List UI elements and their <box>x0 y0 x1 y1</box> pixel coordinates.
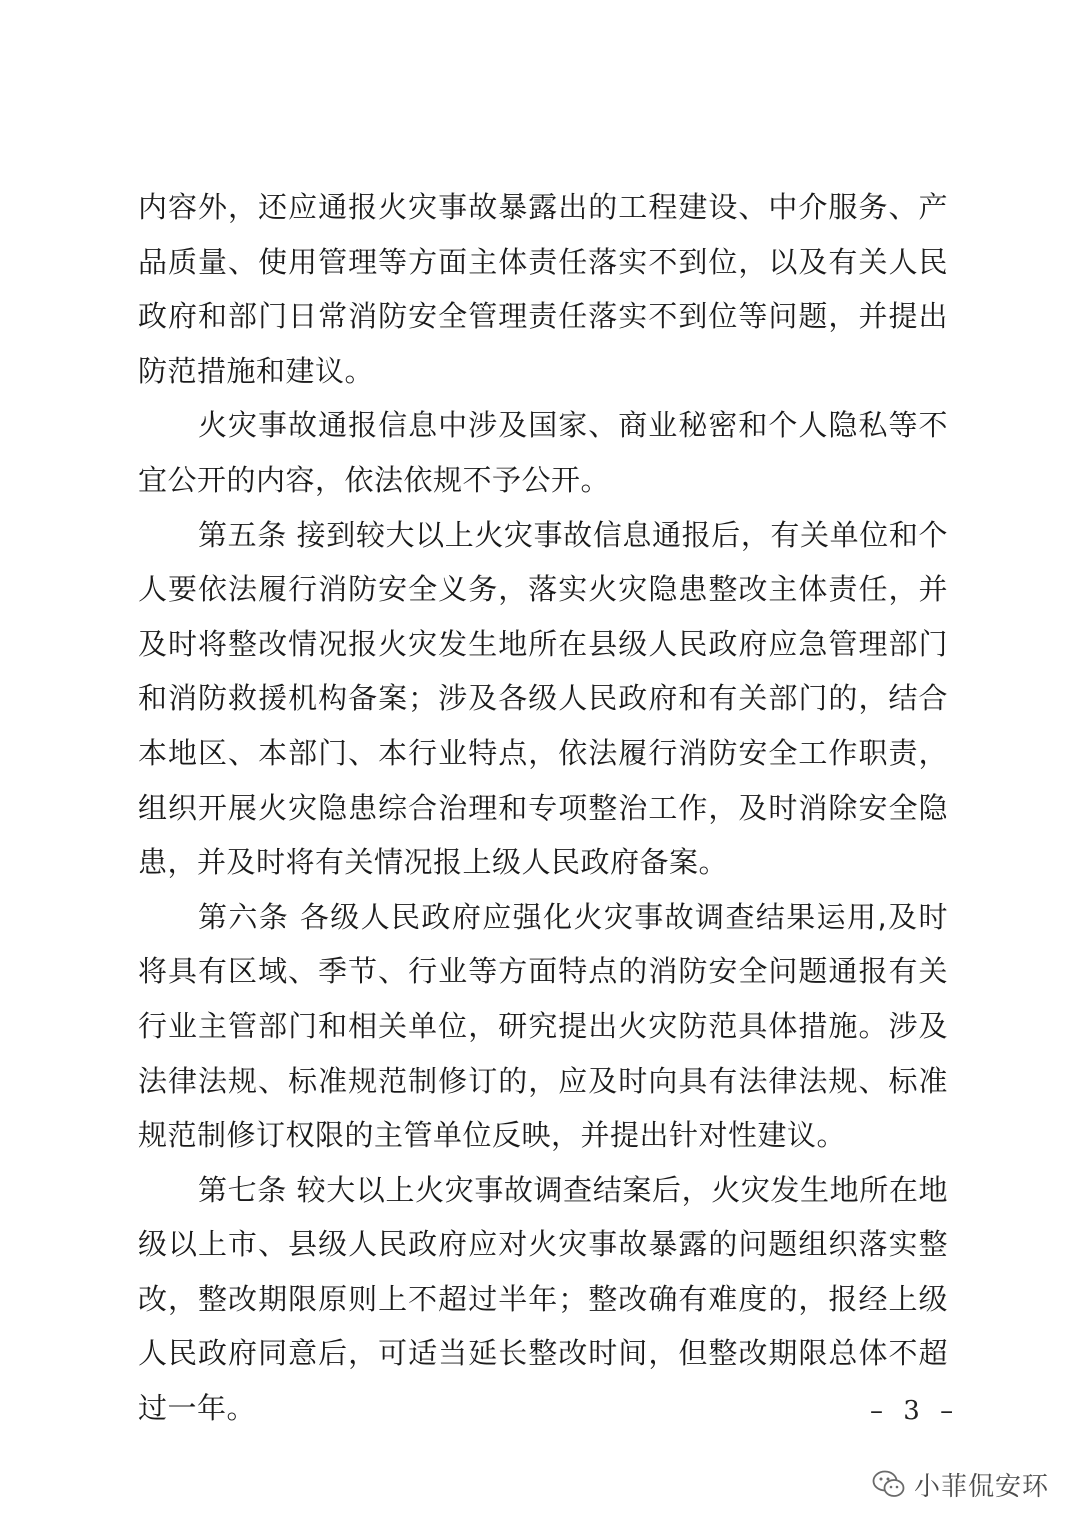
wechat-icon <box>872 1468 906 1500</box>
paragraph-1: 内容外，还应通报火灾事故暴露出的工程建设、中介服务、产品质量、使用管理等方面主体责任落实不到位，以及有关人民政府和部门日常消防安全管理责任落实不到位等问题，并提出防范措施和建议。 <box>138 190 948 388</box>
document-body <box>138 180 948 1436</box>
paragraph-2: 火灾事故通报信息中涉及国家、商业秘密和个人隐私等不宜公开的内容，依法依规不予公开。 <box>138 408 948 497</box>
page-number: – 3 – <box>870 1396 960 1426</box>
paragraph-article-5: 第五条 接到较大以上火灾事故信息通报后，有关单位和个人要依法履行消防安全义务，落实火灾隐患整改主体责任，并及时将整改情况报火灾发生地所在县级人民政府应急管理部门和消防救援机构备案；涉及各级人民政府和有关部门的，结合本地区、本部门、本行业特点，依法履行消防安全工作职责，组织开展火灾隐患综合治理和专项整治工作，及时消除安全隐患，并及时将有关情况报上级人民政府备案。 <box>138 517 948 880</box>
watermark <box>872 1464 1049 1504</box>
paragraph-article-7: 第七条 较大以上火灾事故调查结案后，火灾发生地所在地级以上市、县级人民政府应对火灾事故暴露的问题组织落实整改，整改期限原则上不超过半年；整改确有难度的，报经上级人民政府同意后，可适当延长整改时间，但整改期限总体不超过一年。 <box>138 1172 948 1426</box>
watermark-text: 小菲侃安环 <box>914 1471 1050 1502</box>
paragraph-article-6: 第六条 各级人民政府应强化火灾事故调查结果运用,及时将具有区域、季节、行业等方面特点的消防安全问题通报有关行业主管部门和相关单位，研究提出火灾防范具体措施。涉及法律法规、标准规范制修订的，应及时向具有法律法规、标准规范制修订权限的主管单位反映，并提出针对性建议。 <box>138 899 948 1153</box>
